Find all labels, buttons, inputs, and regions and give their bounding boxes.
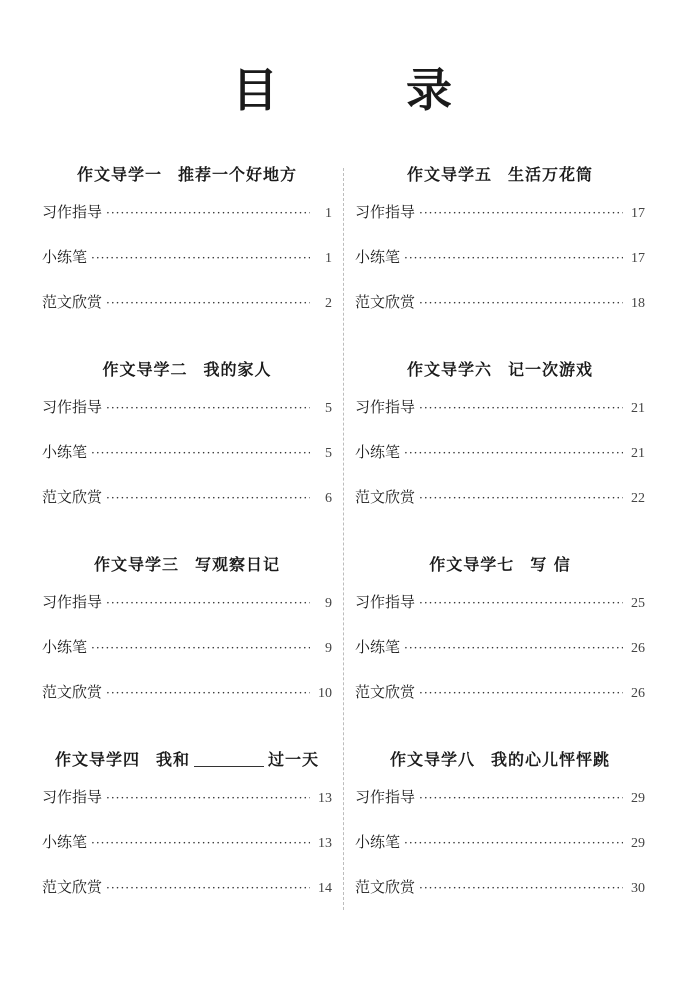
toc-section-4 [42,745,332,940]
toc-entry[interactable] [355,775,645,820]
page-number: 22 [631,491,645,506]
leader-dots [404,821,623,866]
toc-section-8 [355,745,645,940]
toc-section-5 [355,160,645,355]
toc-entry[interactable] [355,475,645,520]
toc-entry[interactable] [355,280,645,325]
toc-entry[interactable] [42,775,332,820]
toc-entry[interactable] [355,625,645,670]
entry-label: 范文欣赏 [42,683,103,701]
leader-dots [106,386,310,431]
section-heading [355,355,645,385]
section-topic: 写观察日记 [195,555,281,574]
section-topic: 记一次游戏 [508,360,594,379]
page-number: 14 [318,881,332,896]
section-topic: 生活万花筒 [508,165,594,184]
leader-dots [106,866,310,911]
section-topic: 我的家人 [203,360,272,379]
entry-label: 范文欣赏 [42,488,103,506]
page-number: 21 [631,446,645,461]
toc-section-6 [355,355,645,550]
toc-entry[interactable] [355,865,645,910]
section-number: 作文导学二 [102,360,188,379]
page-number: 1 [325,206,332,221]
entry-label: 范文欣赏 [355,878,416,896]
section-topic: 我的心儿怦怦跳 [491,750,611,769]
section-heading [42,355,332,385]
toc-entry[interactable] [355,580,645,625]
page-number: 9 [325,641,332,656]
leader-dots [106,581,310,626]
toc-entry[interactable] [42,280,332,325]
page-number: 10 [318,686,332,701]
toc-entry[interactable] [42,580,332,625]
leader-dots [91,626,310,671]
entry-label: 习作指导 [42,398,103,416]
page-number: 2 [325,296,332,311]
toc-section-2 [42,355,332,550]
leader-dots [404,431,623,476]
toc-entry[interactable] [42,475,332,520]
page-number: 13 [318,791,332,806]
entry-label: 小练笔 [355,443,401,461]
entry-label: 范文欣赏 [42,293,103,311]
entry-label: 习作指导 [42,593,103,611]
leader-dots [106,776,310,821]
page-number: 1 [325,251,332,266]
section-heading [42,160,332,190]
page-number: 26 [631,686,645,701]
toc-entry[interactable] [355,190,645,235]
leader-dots [106,476,310,521]
toc-entry[interactable] [42,820,332,865]
toc-entry[interactable] [355,430,645,475]
fill-in-blank [194,750,264,767]
leader-dots [419,776,623,821]
toc-section-1 [42,160,332,355]
entry-label: 小练笔 [42,443,88,461]
page-number: 17 [631,206,645,221]
page-number: 17 [631,251,645,266]
toc-entry[interactable] [42,865,332,910]
section-number: 作文导学一 [76,165,162,184]
leader-dots [419,191,623,236]
page-number: 5 [325,401,332,416]
toc-entry[interactable] [42,670,332,715]
page-number: 6 [325,491,332,506]
entry-label: 习作指导 [355,203,416,221]
entry-label: 习作指导 [355,398,416,416]
toc-entry[interactable] [355,235,645,280]
section-heading [355,745,645,775]
page-number: 26 [631,641,645,656]
section-number: 作文导学六 [406,360,492,379]
column-divider [343,168,344,910]
entry-label: 小练笔 [355,248,401,266]
entry-label: 范文欣赏 [42,878,103,896]
toc-entry[interactable] [42,430,332,475]
entry-label: 范文欣赏 [355,293,416,311]
section-number: 作文导学三 [93,555,179,574]
toc-entry[interactable] [355,670,645,715]
page-title: 目 录 [231,63,508,117]
leader-dots [91,431,310,476]
entry-label: 习作指导 [355,788,416,806]
entry-label: 习作指导 [355,593,416,611]
toc-column-left [42,160,332,940]
entry-label: 小练笔 [355,638,401,656]
section-number: 作文导学七 [429,555,515,574]
toc-section-3 [42,550,332,745]
leader-dots [106,671,310,716]
section-heading [355,550,645,580]
leader-dots [106,281,310,326]
page-number: 25 [631,596,645,611]
leader-dots [419,866,623,911]
section-topic-after: 过一天 [268,750,320,769]
leader-dots [419,671,623,716]
toc-column-right [355,160,645,940]
leader-dots [91,821,310,866]
toc-entry[interactable] [42,625,332,670]
page-number: 13 [318,836,332,851]
leader-dots [419,581,623,626]
section-number: 作文导学五 [406,165,492,184]
page-number: 29 [631,791,645,806]
section-topic: 写 信 [530,555,571,574]
toc-entry[interactable] [42,190,332,235]
page-number: 29 [631,836,645,851]
leader-dots [419,386,623,431]
entry-label: 范文欣赏 [355,488,416,506]
page-number: 30 [631,881,645,896]
leader-dots [404,626,623,671]
section-heading [355,160,645,190]
section-heading [42,745,332,775]
toc-entry[interactable] [42,385,332,430]
leader-dots [91,236,310,281]
entry-label: 习作指导 [42,788,103,806]
entry-label: 小练笔 [42,833,88,851]
toc-entry[interactable] [355,820,645,865]
toc-section-7 [355,550,645,745]
leader-dots [419,476,623,521]
section-number: 作文导学四 [54,750,140,769]
section-topic-before: 我和 [155,750,190,769]
toc-entry[interactable] [355,385,645,430]
leader-dots [419,281,623,326]
toc-entry[interactable] [42,235,332,280]
page-number: 5 [325,446,332,461]
page-number: 21 [631,401,645,416]
leader-dots [106,191,310,236]
entry-label: 小练笔 [355,833,401,851]
page-number: 18 [631,296,645,311]
section-topic: 推荐一个好地方 [178,165,298,184]
leader-dots [404,236,623,281]
entry-label: 范文欣赏 [355,683,416,701]
entry-label: 小练笔 [42,248,88,266]
entry-label: 小练笔 [42,638,88,656]
section-number: 作文导学八 [389,750,475,769]
page-number: 9 [325,596,332,611]
entry-label: 习作指导 [42,203,103,221]
section-heading [42,550,332,580]
